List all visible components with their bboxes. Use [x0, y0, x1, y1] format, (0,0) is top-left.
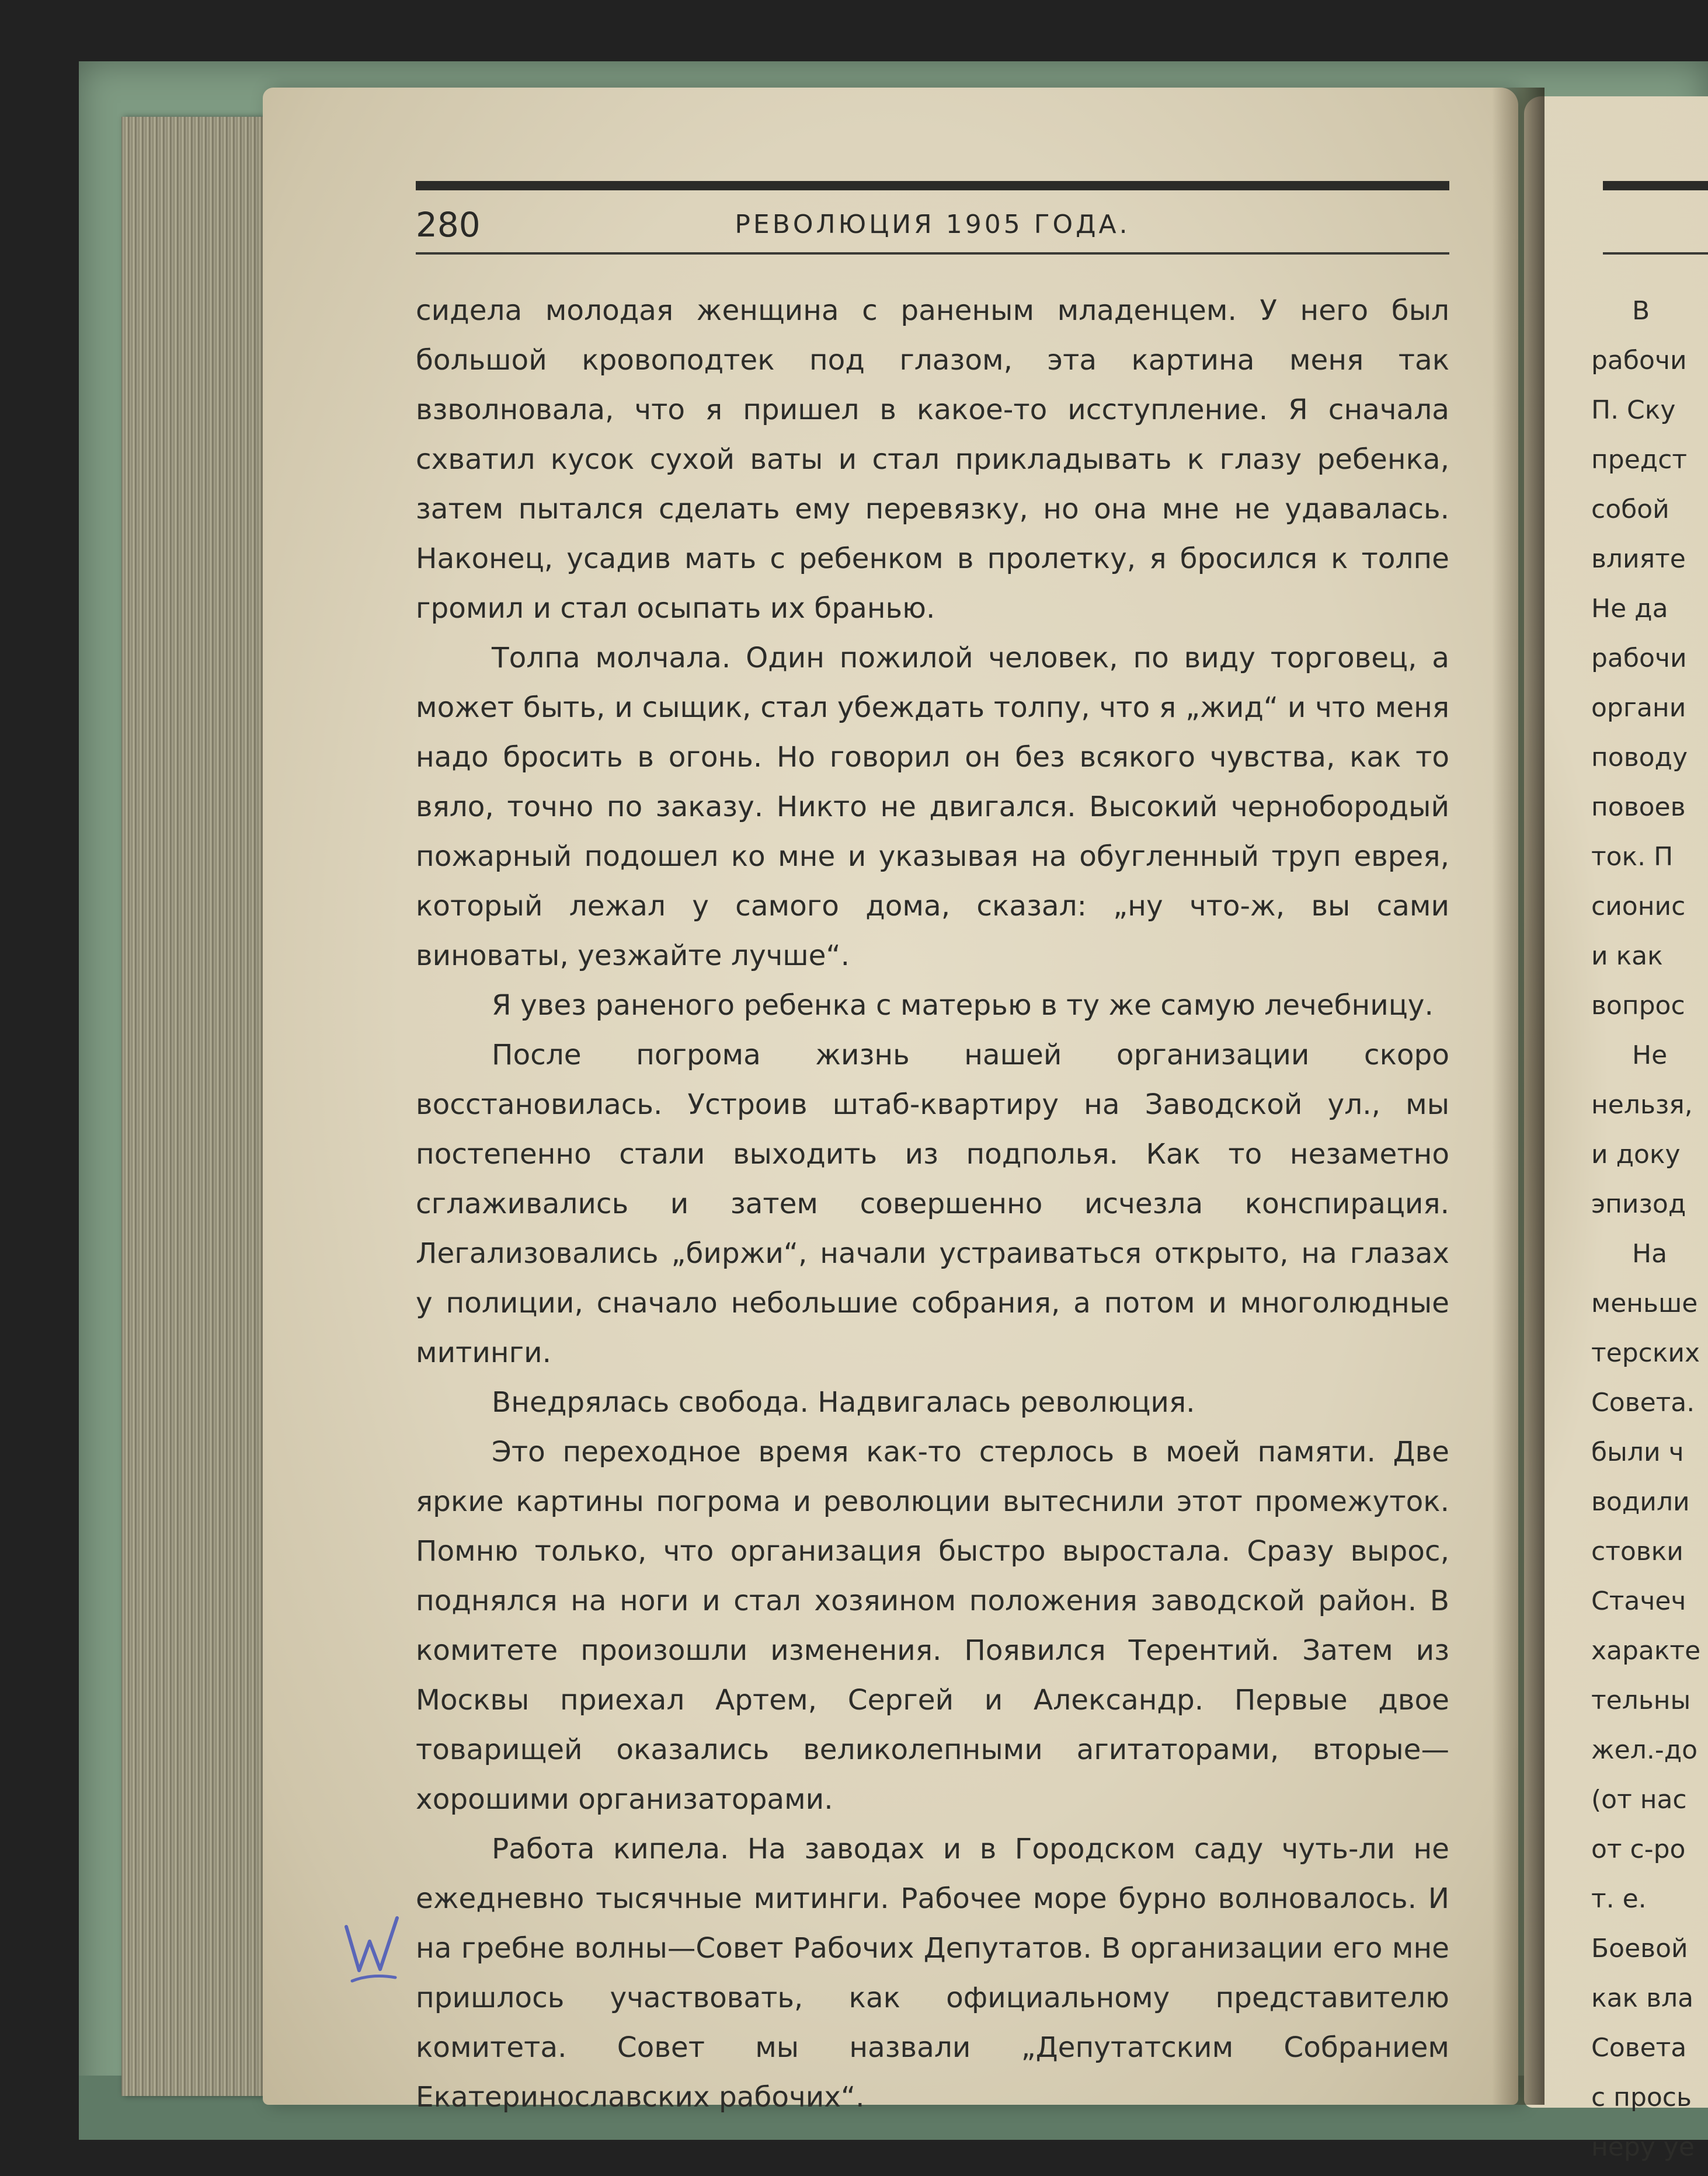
right-page-text [1591, 286, 1708, 2172]
right-page-line: эпизод [1591, 1189, 1686, 1219]
right-page-line: рабочи [1591, 346, 1687, 375]
right-header-rule-top [1603, 181, 1708, 190]
right-page-line: Не да [1591, 594, 1668, 624]
right-page-line: и доку [1591, 1140, 1681, 1169]
right-page-line: стовки [1591, 1537, 1683, 1566]
paragraph: Работа кипела. На заводах и в Городском саду чуть-ли не ежедневно тысячные митинги. Рабочее море бурно волновалось. И на гребне волны—Совет Рабочих Депутатов. В организации его мне пришлось участвовать, как официальному представителю комитета. Совет мы назвали „Депутатским Собранием Екатеринославских рабочих“. [416, 1833, 1449, 2114]
right-page-line: П. Ску [1591, 395, 1676, 425]
right-page-line: На [1632, 1239, 1668, 1269]
right-page-line: т. е. [1591, 1884, 1647, 1914]
right-page-line: (от нас [1591, 1785, 1687, 1815]
paragraph: Внедрялась свобода. Надвигалась революция. [492, 1386, 1195, 1419]
right-page-line: нельзя, [1591, 1090, 1693, 1120]
pencil-annotation-icon [342, 1900, 406, 1988]
right-page-line: от с-ро [1591, 1834, 1686, 1864]
right-header-rule-bottom [1603, 252, 1708, 255]
right-page-line: и как [1591, 941, 1663, 971]
running-title: РЕВОЛЮЦИЯ 1905 ГОДА. [735, 210, 1130, 239]
right-page-line: были ч [1591, 1437, 1684, 1467]
body-text [416, 286, 1449, 2122]
right-page-line: Боевой [1591, 1934, 1688, 1963]
right-page-line: рабочи [1591, 643, 1687, 673]
paragraph: Я увез раненого ребенка с матерью в ту же самую лечебницу. [492, 989, 1434, 1022]
right-page-line: жел.-до [1591, 1735, 1698, 1765]
right-page-line: с прось [1591, 2083, 1692, 2112]
page-header [416, 199, 1449, 251]
right-page-line: тельны [1591, 1686, 1691, 1715]
right-page-line: собой [1591, 495, 1669, 524]
right-page-line: сионис [1591, 892, 1686, 921]
right-page-line: Не [1632, 1040, 1668, 1070]
right-page-line: Совета. [1591, 1388, 1695, 1418]
right-page-line: как вла [1591, 1983, 1694, 2013]
right-page-line: водили [1591, 1487, 1690, 1517]
paragraph: Толпа молчала. Один пожилой человек, по виду торговец, а может быть, и сыщик, стал убеждать толпу, что я „жид“ и что меня надо бросить в огонь. Но говорил он без всякого чувства, как то вяло, точно по заказу. Никто не двигался. Высокий чернобородый пожарный подошел ко мне и указывая на обугленный труп еврея, который лежал у самого дома, сказал: „ну что-ж, вы сами виноваты, уезжайте лучше“. [416, 642, 1449, 972]
right-page-line: меньше [1591, 1289, 1698, 1318]
header-rule-bottom [416, 252, 1449, 255]
paragraph: После погрома жизнь нашей организации скоро восстановилась. Устроив штаб-квартиру на Заводской ул., мы постепенно стали выходить из подполья. Как то незаметно сглаживались и затем совершенно исчезла конспирация. Легализовались „биржи“, начали устраиваться открыто, на глазах у полиции, сначало небольшие собрания, а потом и многолюдные митинги. [416, 1039, 1449, 1369]
right-page-line: предст [1591, 445, 1688, 475]
right-page-line: Совета [1591, 2033, 1687, 2063]
paragraph: сидела молодая женщина с раненым младенцем. У него был большой кровоподтек под глазом, эта картина меня так взволновала, что я пришел в какое-то исступление. Я сначала схватил кусок сухой ваты и стал прикладывать к глазу ребенка, затем пытался сделать ему перевязку, но она мне не удавалась. Наконец, усадив мать с ребенком в пролетку, я бросился к толпе громил и стал осыпать их бранью. [416, 294, 1449, 625]
right-page-line: В [1632, 296, 1650, 326]
paragraph: Это переходное время как-то стерлось в моей памяти. Две яркие картины погрома и революции вытеснили этот промежуток. Помню только, что организация быстро выростала. Сразу вырос, поднялся на ноги и стал хозяином положения заводской район. В комитете произошли изменения. Появился Терентий. Затем из Москвы приехал Артем, Сергей и Александр. Первые двое товарищей оказались великолепными агитаторами, вторые—хорошими организаторами. [416, 1436, 1449, 1816]
right-page-line: повоев [1591, 792, 1686, 822]
right-page-line: неру уе [1591, 2132, 1695, 2162]
right-page-line: характе [1591, 1636, 1701, 1666]
header-rule-top [416, 181, 1449, 190]
book-gutter [1492, 88, 1544, 2105]
right-page-line: терских [1591, 1338, 1700, 1368]
page-number: 280 [416, 205, 481, 245]
right-page-line: Стачеч [1591, 1586, 1686, 1616]
right-page-line: влияте [1591, 544, 1686, 574]
right-page-line: органи [1591, 693, 1686, 723]
right-page-line: вопрос [1591, 991, 1685, 1021]
right-page-line: поводу [1591, 743, 1688, 772]
right-page-line: ток. П [1591, 842, 1674, 872]
